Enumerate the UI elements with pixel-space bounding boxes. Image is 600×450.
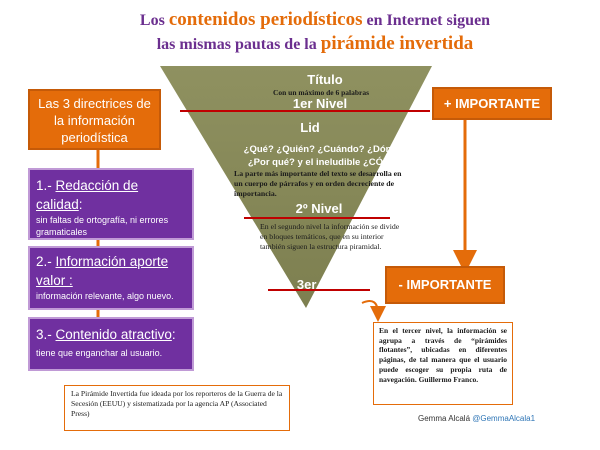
titulo-label: Título [307,72,343,87]
menos-importante-box: - IMPORTANTE [385,266,505,304]
nivel3-label: 3er Nivel [296,277,352,292]
lid-label: Lid [300,120,320,135]
titulo-subtitle: Con un máximo de 6 palabras [272,88,370,97]
nivel2-description: En el segundo nivel la información se divide en bloques temáticos, que en su interior también siguen la estructura piramidal. [260,222,400,251]
page-title: Los contenidos periodísticos en Internet siguen las mismas pautas de la pirámide invertida [139,9,491,54]
curved-arrow-icon [362,301,378,314]
credit: Gemma Alcalá @GemmaAlcala1 [418,414,536,423]
nivel1-label: 1er Nivel [292,96,348,111]
footnote: La Pirámide Invertida fue ideada por los reporteros de la Guerra de la Secesión (EEUU) y sistematizada por la agencia AP (Associated Press) [64,385,290,431]
directriz-3: 3.- Contenido atractivo: tiene que enganchar al usuario. [28,317,194,371]
directrices-header: Las 3 directrices de la información periodística [28,89,161,150]
twitter-handle[interactable]: @GemmaAlcala1 [472,414,536,423]
directriz-1: 1.- Redacción de calidad: sin faltas de ortografía, ni errores gramaticales [28,168,194,240]
directriz-2: 2.- Información aporte valor : información relevante, algo nuevo. [28,246,194,310]
nivel3-note: En el tercer nivel, la información se agrupa a través de “pirámides flotantes”, ubicadas en diferentes páginas, de tal manera que el usuario puede escoger su propia ruta de navegación. Guillermo Franco. [373,322,513,405]
lid-questions: ¿Qué? ¿Quién? ¿Cuándo? ¿Dónde? ¿Por qué? y el ineludible ¿CÓMO? [243,144,409,168]
lid-description: La parte más importante del texto se desarrolla en un cuerpo de párrafos y en orden decreciente de importancia. [234,169,402,198]
nivel2-label: 2º Nivel [295,201,343,216]
mas-importante-box: + IMPORTANTE [432,87,552,120]
